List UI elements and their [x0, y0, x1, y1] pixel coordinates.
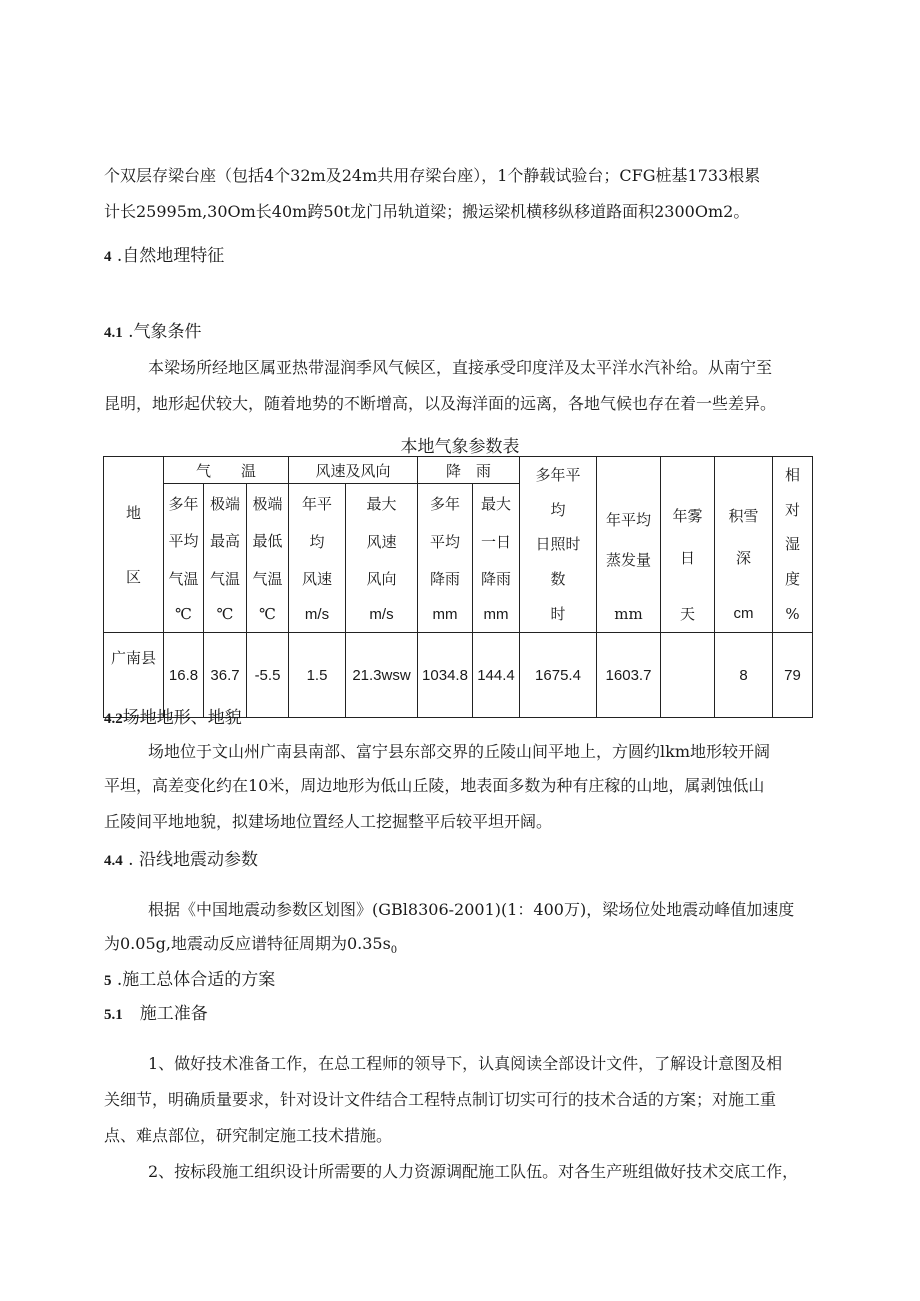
prep-p1-line-1: 1、做好技术准备工作，在总工程师的领导下，认真阅读全部设计文件，了解设计意图及相	[148, 1054, 783, 1073]
region-header: 地 区	[104, 457, 164, 633]
cell-temp-max: 36.7	[204, 633, 247, 718]
section-number: 4.2	[104, 711, 123, 727]
cell-rain-max: 144.4	[473, 633, 520, 718]
section-title: .施工总体合适的方案	[111, 970, 276, 990]
avg-temp-header: 多年 平均 气温 ℃	[164, 484, 204, 633]
section-number: 5.1	[104, 1007, 123, 1023]
terrain-line-1: 场地位于文山州广南县南部、富宁县东部交界的丘陵山间平地上，方圆约lkm地形较开阔	[148, 742, 770, 761]
section-title: .自然地理特征	[111, 246, 225, 266]
table-caption: 本地气象参数表	[400, 437, 520, 457]
terrain-line-3: 丘陵间平地地貌，拟建场地位置经人工挖掘整平后较平坦开阔。	[104, 812, 553, 831]
avg-wind-header: 年平 均 风速 m/s	[289, 484, 346, 633]
cell-snow-depth: 8	[715, 633, 773, 718]
avg-rain-header: 多年 平均 降雨 mm	[418, 484, 473, 633]
cell-wind-max: 21.3wsw	[346, 633, 418, 718]
max-temp-header: 极端 最高 气温 ℃	[204, 484, 247, 633]
section-number: 4.1	[104, 325, 123, 341]
section-4-1-heading	[104, 322, 202, 343]
climate-line-1: 本梁场所经地区属亚热带湿润季风气候区，直接承受印度洋及太平洋水汽补给。从南宁至	[148, 358, 773, 377]
sunshine-header: 多年平 均 日照时 数 时	[520, 457, 597, 633]
fog-days-header: 年雾 日 天	[661, 457, 715, 633]
evaporation-header: 年平均 蒸发量 mm	[597, 457, 661, 633]
section-4-4-heading	[104, 850, 258, 871]
subscript-zero: 0	[390, 945, 398, 957]
max-rain-header: 最大 一日 降雨 mm	[473, 484, 520, 633]
cell-humidity: 79	[773, 633, 813, 718]
prep-p2-line-1: 2、按标段施工组织设计所需要的人力资源调配施工队伍。对各生产班组做好技术交底工作，	[148, 1162, 799, 1181]
cell-rain-avg: 1034.8	[418, 633, 473, 718]
rain-group-header: 降 雨	[418, 457, 520, 484]
section-number: 4.4	[104, 853, 123, 869]
humidity-header: 相 对 湿 度 %	[773, 457, 813, 633]
max-wind-header: 最大 风速 风向 m/s	[346, 484, 418, 633]
cell-sunshine: 1675.4	[520, 633, 597, 718]
terrain-line-2: 平坦，高差变化约在10米，周边地形为低山丘陵，地表面多数为种有庄稼的山地，属剥蚀低山	[104, 776, 765, 795]
min-temp-header: 极端 最低 气温 ℃	[247, 484, 289, 633]
section-number: 5	[104, 973, 112, 989]
cell-wind-avg: 1.5	[289, 633, 346, 718]
table-row	[104, 633, 813, 718]
intro-line-2: 计长25995m,30Om长40m跨50t龙门吊轨道梁；搬运梁机横移纵移道路面积2300Om2。	[104, 202, 750, 221]
snow-depth-header: 积雪 深 cm	[715, 457, 773, 633]
cell-temp-min: -5.5	[247, 633, 289, 718]
temperature-group-header: 气 温	[164, 457, 289, 484]
prep-p1-line-3: 点、难点部位，研究制定施工技术措施。	[104, 1126, 393, 1145]
cell-fog-days	[661, 633, 715, 718]
prep-p1-line-2: 关细节，明确质量要求，针对设计文件结合工程特点制订切实可行的技术合适的方案；对施工重	[104, 1090, 777, 1109]
section-5-heading	[104, 970, 275, 991]
cell-region: 广南县	[104, 633, 164, 718]
wind-group-header: 风速及风向	[289, 457, 418, 484]
climate-line-2: 昆明，地形起伏较大，随着地势的不断增高，以及海洋面的远离，各地气候也存在着一些差异。	[104, 394, 777, 413]
seismic-line-2	[104, 934, 397, 961]
section-5-1-heading	[104, 1004, 208, 1025]
section-title: 施工准备	[122, 1004, 208, 1024]
cell-evaporation: 1603.7	[597, 633, 661, 718]
seismic-line-1: 根据《中国地震动参数区划图》(GBl8306-2001)(1：400万)，梁场位处地震动峰值加速度	[148, 900, 795, 919]
seismic-text: 为0.05g,地震动反应谱特征周期为0.35s	[104, 934, 391, 953]
section-title: 场地地形、地貌	[122, 708, 242, 728]
section-4-heading	[104, 246, 224, 267]
section-4-2-heading	[104, 708, 242, 729]
cell-temp-avg: 16.8	[164, 633, 204, 718]
section-number: 4	[104, 249, 112, 265]
climate-parameter-table	[103, 456, 813, 718]
section-title: . 沿线地震动参数	[122, 850, 258, 870]
intro-line-1: 个双层存梁台座（包括4个32m及24m共用存梁台座），1个静载试验台；CFG桩基1733根累	[104, 166, 761, 185]
section-title: .气象条件	[122, 322, 202, 342]
